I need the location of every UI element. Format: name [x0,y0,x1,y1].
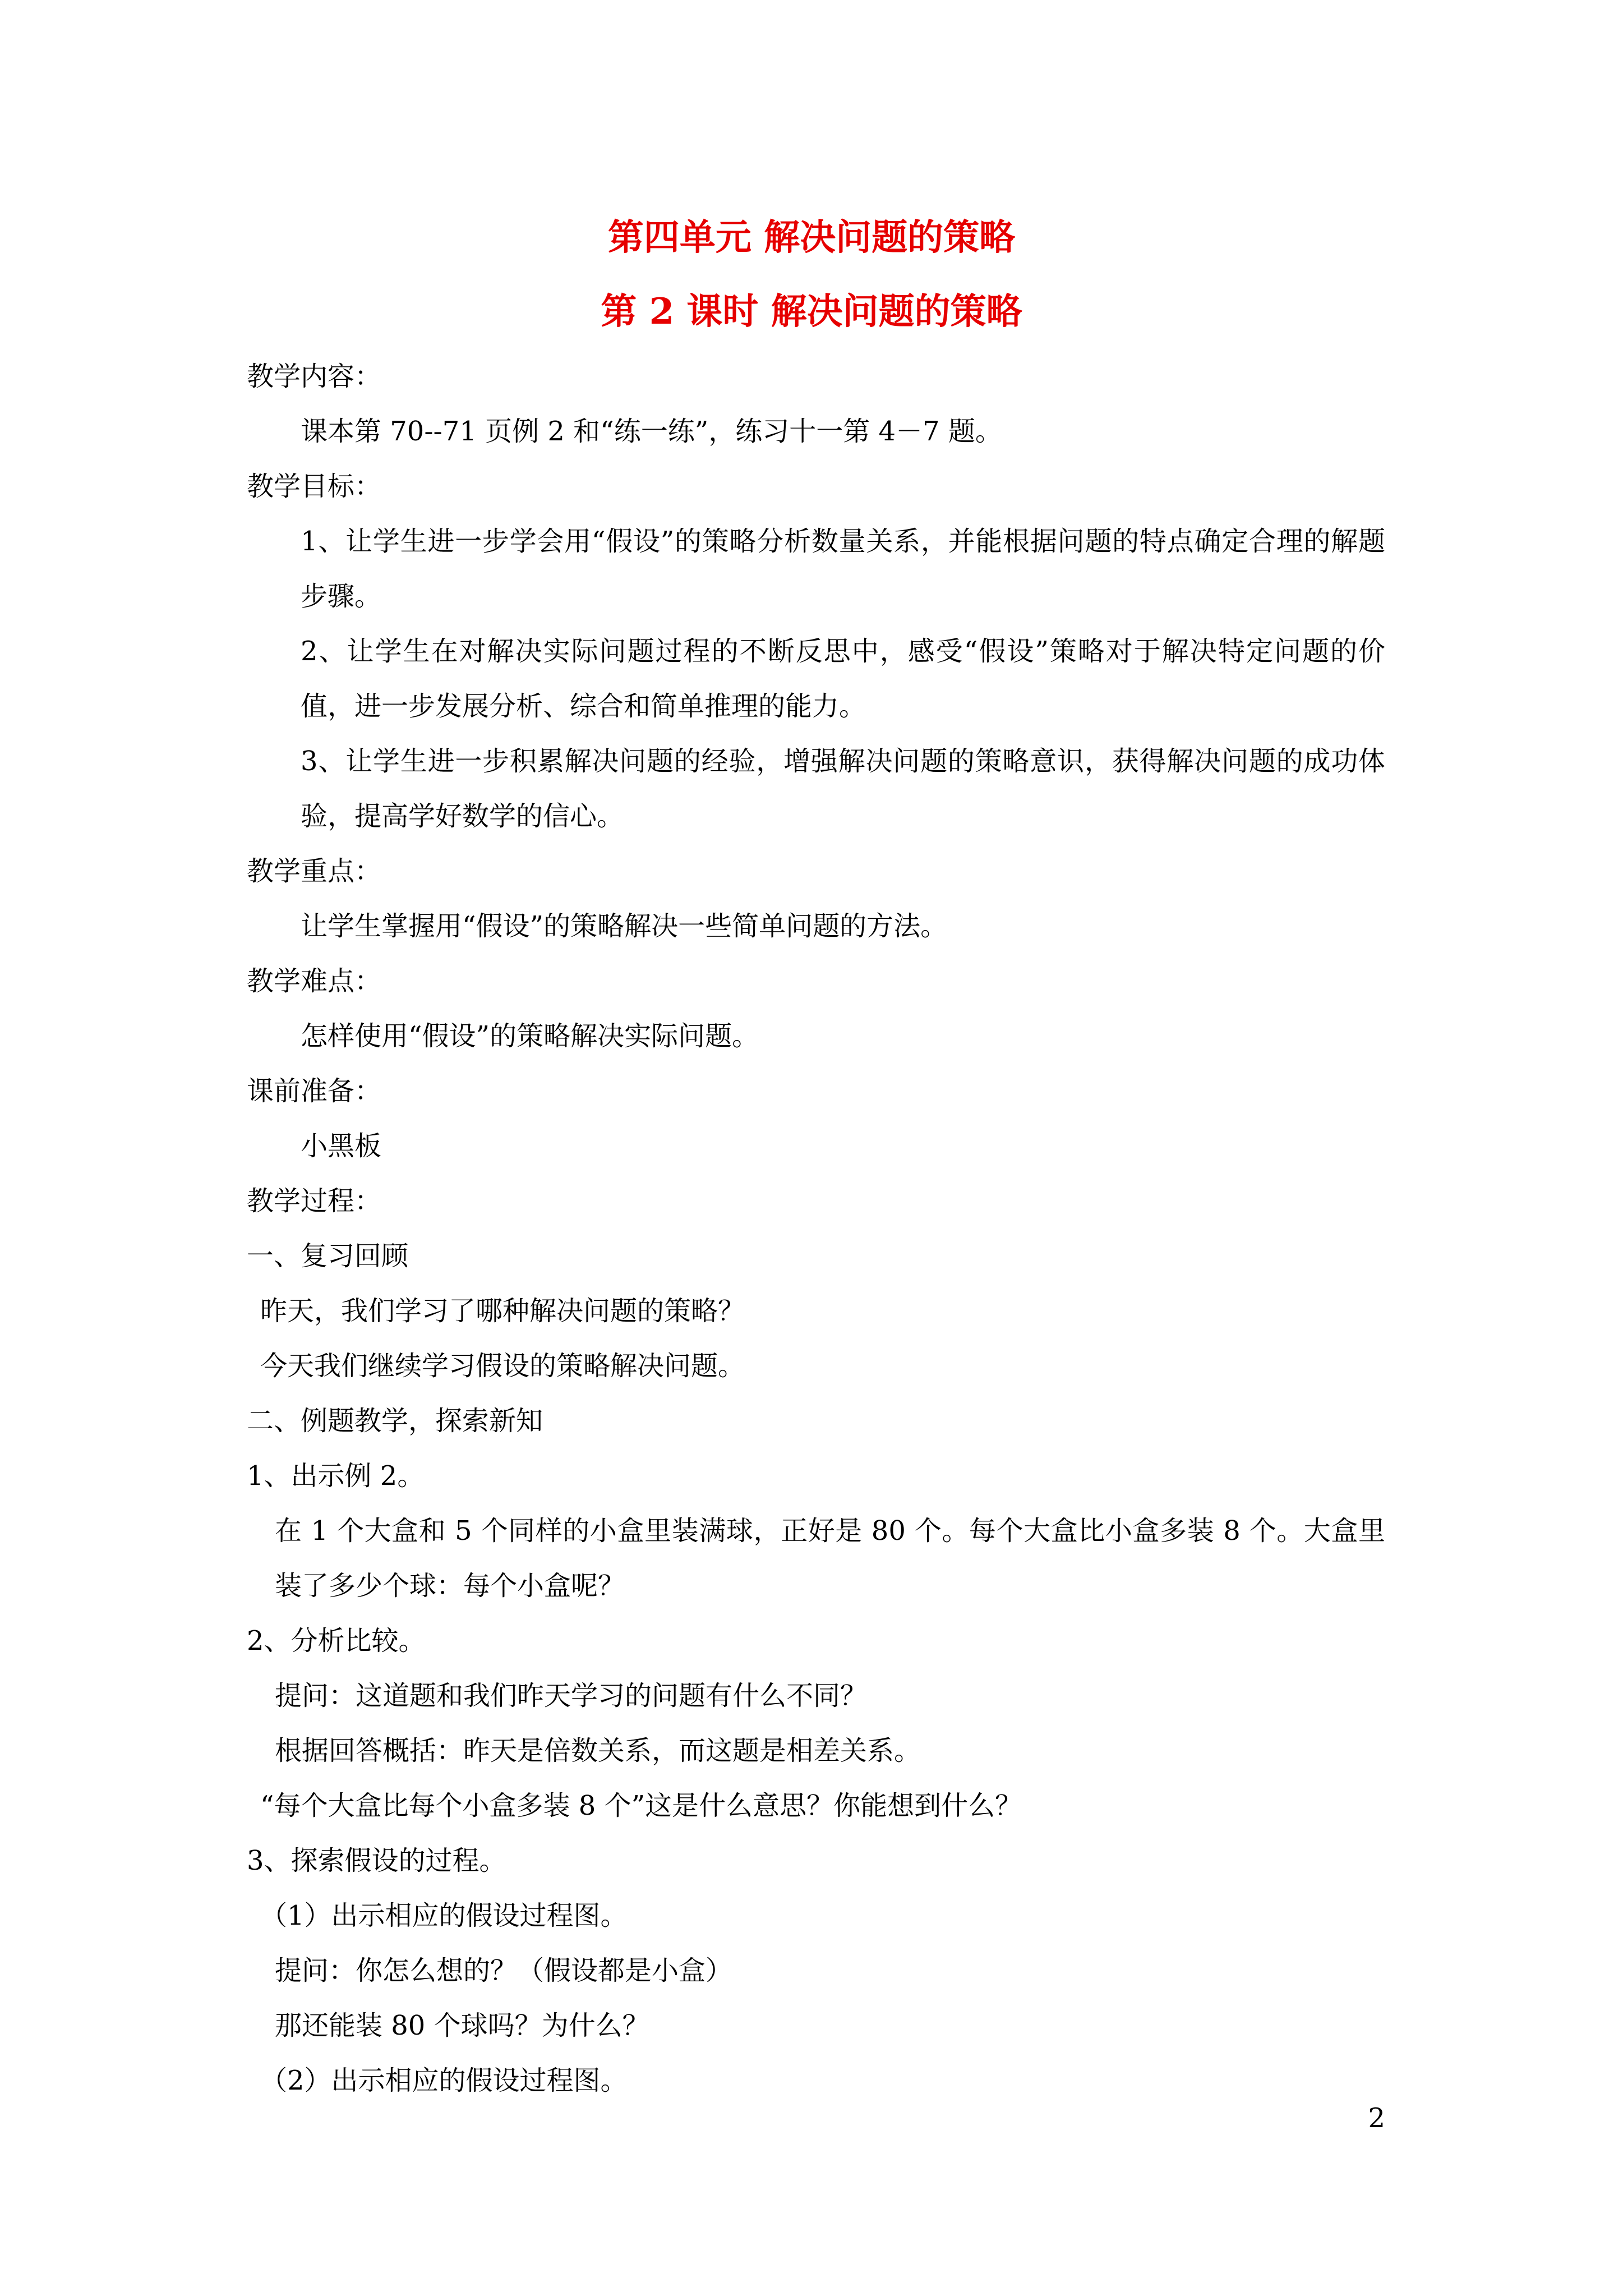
lesson-title: 第 2 课时 解决问题的策略 [601,291,1022,333]
example-step-2: 2、分析比较。 [247,1625,426,1657]
process-step-example: 二、例题教学，探索新知 [247,1405,543,1437]
assumption-step-1: （1）出示相应的假设过程图。 [260,1900,628,1931]
review-line-2: 今天我们继续学习假设的策略解决问题。 [260,1350,745,1382]
analysis-prompt: “每个大盒比每个小盒多装 8 个”这是什么意思？你能想到什么？ [260,1790,1022,1821]
section-heading-key-points: 教学重点： [247,855,382,887]
document-body [247,349,1385,2108]
assumption-step-2: （2）出示相应的假设过程图。 [260,2065,628,2096]
goal-item-3: 3、让学生进一步积累解决问题的经验，增强解决问题的策略意识，获得解决问题的成功体验，提高学好数学的信心。 [301,746,1385,832]
paragraph-difficulties: 怎样使用“假设”的策略解决实际问题。 [301,1020,759,1052]
example-step-1: 1、出示例 2。 [247,1460,425,1492]
review-line-1: 昨天，我们学习了哪种解决问题的策略？ [260,1295,745,1327]
example-problem: 在 1 个大盒和 5 个同样的小盒里装满球，正好是 80 个。每个大盒比小盒多装 8 个。大盒里装了多少个球：每个小盒呢？ [275,1515,1385,1602]
unit-title: 第四单元 解决问题的策略 [607,217,1016,259]
process-step-review: 一、复习回顾 [247,1240,409,1272]
section-heading-preparation: 课前准备： [247,1075,382,1107]
section-heading-content: 教学内容： [247,361,382,392]
paragraph-preparation: 小黑板 [301,1130,382,1162]
page-number: 2 [1368,2102,1385,2134]
goal-item-1: 1、让学生进一步学会用“假设”的策略分析数量关系，并能根据问题的特点确定合理的解题步骤。 [301,526,1385,612]
section-heading-goals: 教学目标： [247,471,382,502]
analysis-question: 提问：这道题和我们昨天学习的问题有什么不同？ [275,1680,868,1711]
assumption-question-1: 提问：你怎么想的？（假设都是小盒） [275,1955,733,1986]
section-heading-difficulties: 教学难点： [247,965,382,997]
section-heading-process: 教学过程： [247,1185,382,1217]
paragraph-content: 课本第 70--71 页例 2 和“练一练”，练习十一第 4－7 题。 [301,416,1002,447]
goal-item-2: 2、让学生在对解决实际问题过程的不断反思中，感受“假设”策略对于解决特定问题的价值，进一步发展分析、综合和简单推理的能力。 [301,636,1385,722]
assumption-question-2: 那还能装 80 个球吗？为什么？ [275,2010,649,2041]
example-step-3: 3、探索假设的过程。 [247,1845,506,1876]
paragraph-key-points: 让学生掌握用“假设”的策略解决一些简单问题的方法。 [301,910,948,942]
analysis-summary: 根据回答概括：昨天是倍数关系，而这题是相差关系。 [275,1735,921,1766]
